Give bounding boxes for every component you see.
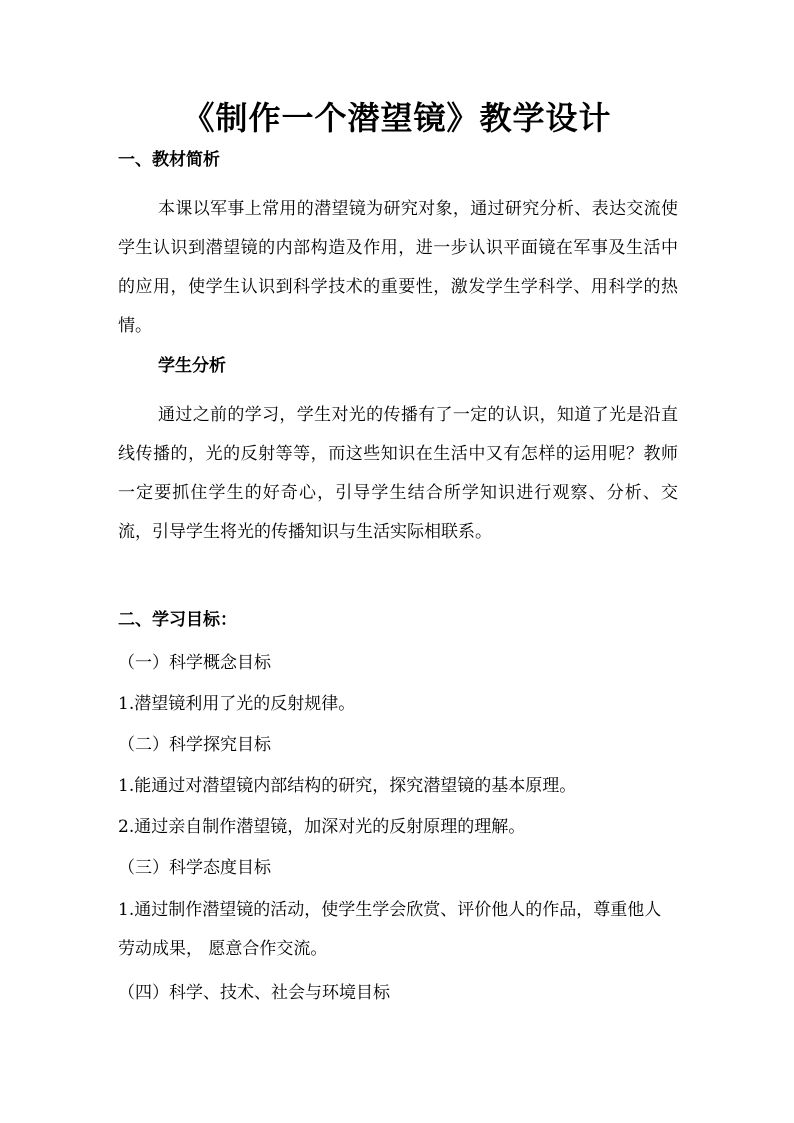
goal-heading-attitude: （三）科学态度目标 xyxy=(118,858,271,878)
document-title: 《制作一个潜望镜》教学设计 xyxy=(182,99,612,137)
material-analysis-paragraph: 本课以军事上常用的潜望镜为研究对象，通过研究分析、表达交流使学生认识到潜望镜的内部构造及作用，进一步认识平面镜在军事及生活中的应用，使学生认识到科学技术的重要性，激发学生学科学、用科学的热情。 xyxy=(118,199,678,336)
goal-inquiry-item-2: 2.通过亲自制作潜望镜，加深对光的反射原理的理解。 xyxy=(118,817,526,837)
section-heading-learning-goals: 二、学习目标： xyxy=(118,610,237,630)
student-analysis-paragraph: 通过之前的学习，学生对光的传播有了一定的认识，知道了光是沿直线传播的，光的反射等等，而这些知识在生活中又有怎样的运用呢？教师一定要抓住学生的好奇心，引导学生结合所学知识进行观察、分析、交流，引导学生将光的传播知识与生活实际相联系。 xyxy=(118,405,678,542)
goal-heading-inquiry: （二）科学探究目标 xyxy=(118,735,271,755)
goal-attitude-item-1: 1.通过制作潜望镜的活动，使学生学会欣赏、评价他人的作品，尊重他人劳动成果， 愿意合作交流。 xyxy=(118,900,662,959)
goal-concept-item-1: 1.潜望镜利用了光的反射规律。 xyxy=(118,694,356,714)
goal-inquiry-item-1: 1.能通过对潜望镜内部结构的研究，探究潜望镜的基本原理。 xyxy=(118,776,577,796)
section-heading-material-analysis: 一、教材简析 xyxy=(118,150,220,170)
student-analysis-heading: 学生分析 xyxy=(158,356,226,376)
goal-heading-sts: （四）科学、技术、社会与环境目标 xyxy=(118,983,390,1003)
goal-heading-concept: （一）科学概念目标 xyxy=(118,653,271,673)
